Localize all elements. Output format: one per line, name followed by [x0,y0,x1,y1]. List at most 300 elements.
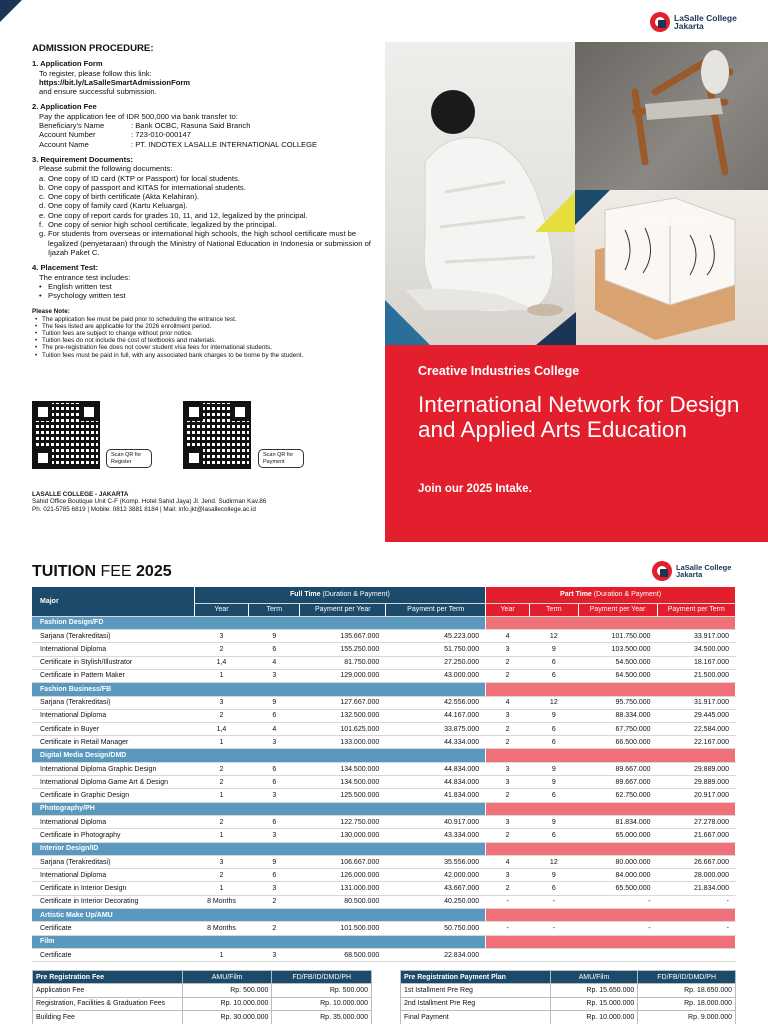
fee-cell: 64.500.000 [578,669,657,682]
note-item: • The pre-registration fee does not cover student visa fees for international students. [35,344,272,352]
fee-cell: Rp. 500.000 [182,984,272,997]
fee-cell: 1 [194,669,249,682]
fee-cell: 95.750.000 [578,696,657,709]
fee-cell: 12 [530,696,578,709]
decor-triangle [536,312,576,345]
test-item: English written test [48,281,112,291]
tuition-title: TUITION FEE 2025 [32,563,172,580]
fee-cell: 80.500.000 [300,895,386,908]
fee-cell: 40.917.000 [386,816,486,829]
fee-cell: 66.500.000 [578,736,657,749]
fee-cell: 22.834.000 [386,949,486,962]
section-application-form [32,59,377,96]
fee-cell: 155.250.000 [300,643,386,656]
table-row [32,816,736,829]
col-header: Term [530,603,578,616]
fee-cell: Rp. 30.000.000 [182,1011,272,1024]
section-title: 3. Requirement Documents: [32,154,133,164]
fee-cell: 2 [486,656,530,669]
fee-cell: 9 [249,856,300,869]
fee-cell: 4 [486,856,530,869]
section-text: Pay the application fee of IDR 500,000 via bank transfer to: [39,111,238,121]
category-name: Film [32,935,486,949]
program-name: Sarjana (Terakreditasi) [32,630,194,643]
fee-cell: 9 [249,630,300,643]
fee-cell: 106.667.000 [300,856,386,869]
fee-cell: 27.250.000 [386,656,486,669]
program-name: International Diploma [32,709,194,722]
fee-cell: 29.445.000 [657,709,735,722]
fee-cell: 84.000.000 [578,869,657,882]
fee-label: Final Payment [401,1011,551,1024]
program-name: Certificate [32,922,194,935]
fee-cell: 1 [194,829,249,842]
table-row [32,696,736,709]
program-name: Certificate in Retail Manager [32,736,194,749]
fee-cell: - [486,922,530,935]
fee-cell: 1 [194,789,249,802]
table-row [32,762,736,775]
fee-cell: 4 [486,696,530,709]
fee-cell: 1 [194,882,249,895]
section-application-fee [32,102,377,148]
register-qr-label: Scan QR for Register [106,449,152,468]
fee-cell: 2 [486,736,530,749]
col-header: Year [486,603,530,616]
fee-cell: 3 [249,736,300,749]
registration-link[interactable]: https://bit.ly/LaSalleSmartAdmissionForm [39,77,191,87]
program-name: Certificate in Interior Design [32,882,194,895]
fee-cell: Rp. 15.000.000 [550,997,638,1010]
fee-label: 1st Istallment Pre Reg [401,984,551,997]
fee-cell: 31.917.000 [657,696,735,709]
col-header: Pre Registration Fee [33,971,183,984]
fee-cell: 8 Months [194,895,249,908]
table-row [32,882,736,895]
fee-cell: 28.000.000 [657,869,735,882]
hero-banner [385,345,768,542]
fee-cell: 3 [486,762,530,775]
table-row [32,643,736,656]
brand-logo [650,12,737,32]
document-item: e. One copy of report cards for grades 10, 11, and 12, legalized by the principal. [39,210,308,220]
bank-value: : Bank OCBC, Rasuna Said Branch [131,121,251,131]
fee-cell: 4 [486,630,530,643]
bank-key: Account Number [39,130,96,140]
fee-cell: 27.278.000 [657,816,735,829]
table-row [32,630,736,643]
col-header: FD/FB/ID/DMD/PH [272,971,372,984]
fee-cell: 127.667.000 [300,696,386,709]
admission-title: ADMISSION PROCEDURE: [32,43,154,54]
contact-phone: Ph. 021-5785 6819 | Mobile. 0812 3881 8184 | Mail: info.jkt@lasallecollege.ac.id [32,505,256,513]
fee-cell: 2 [249,895,300,908]
fee-cell: 9 [530,709,578,722]
section-title: 4. Placement Test: [32,263,99,273]
fee-cell: 3 [249,789,300,802]
fee-label: Application Fee [33,984,183,997]
table-row [32,922,736,935]
fee-cell [578,949,657,962]
fee-cell: 101.750.000 [578,630,657,643]
fee-cell: 2 [194,643,249,656]
program-name: Sarjana (Terakreditasi) [32,856,194,869]
fee-cell: 6 [249,643,300,656]
bank-key: Beneficiary's Name [39,121,105,131]
fee-cell: 43.667.000 [386,882,486,895]
fee-cell: - [657,895,735,908]
major-header: Major [32,587,194,616]
table-row [32,669,736,682]
section-text: and ensure successful submission. [39,87,157,97]
fee-cell: 6 [530,736,578,749]
col-header: Pre Registration Payment Plan [401,971,551,984]
payment-plan-table [400,970,736,1024]
fee-cell: 44.834.000 [386,762,486,775]
fee-cell: 3 [249,949,300,962]
fee-cell: 6 [530,789,578,802]
note-item: • The fees listed are applicable for the 2026 enrollment period. [35,322,212,330]
fee-cell: 21.667.000 [657,829,735,842]
section-placement-test: 4. Placement Test: The entrance test includes: • English written test • Psychology written test [32,263,377,300]
note-title: Please Note: [32,308,70,316]
fee-cell: 2 [486,723,530,736]
fee-cell: 1 [194,736,249,749]
fee-cell: 6 [249,762,300,775]
fee-cell: - [578,895,657,908]
fee-cell: 21.500.000 [657,669,735,682]
payment-qr-label: Scan QR for Payment [258,449,304,468]
fee-cell: 6 [530,882,578,895]
fee-cell: 44.834.000 [386,776,486,789]
col-header: Payment per Year [300,603,386,616]
fee-cell: 2 [486,669,530,682]
fee-cell: 2 [249,922,300,935]
fee-cell: 42.556.000 [386,696,486,709]
program-name: Certificate in Pattern Maker [32,669,194,682]
hero-headline: International Network for Design and Applied Arts Education [418,392,740,442]
fee-cell: 129.000.000 [300,669,386,682]
fee-cell: 40.250.000 [386,895,486,908]
fee-cell: 132.500.000 [300,709,386,722]
col-header: Term [249,603,300,616]
section-requirement-documents [32,155,377,257]
hero-kicker: Creative Industries College [418,364,580,378]
section-text: The entrance test includes: [39,272,131,282]
fee-cell: 26.667.000 [657,856,735,869]
fee-label: Building Fee [33,1011,183,1024]
fee-cell: 68.500.000 [300,949,386,962]
fee-cell: 2 [194,762,249,775]
fee-cell: 33.917.000 [657,630,735,643]
hero-collage [385,42,768,542]
fee-cell: 88.334.000 [578,709,657,722]
category-row [32,683,736,697]
table-row [401,1011,736,1024]
fee-cell: 9 [530,762,578,775]
fee-cell [657,949,735,962]
fee-cell: 2 [486,829,530,842]
fee-label: Registration, Facilities & Graduation Fees [33,997,183,1010]
program-name: Certificate in Photography [32,829,194,842]
table-row [32,949,736,962]
fee-cell: 33.875.000 [386,723,486,736]
section-text: Please submit the following documents: [39,164,173,174]
table-header-row [33,971,372,984]
fee-cell: 62.750.000 [578,789,657,802]
logo-mark-icon [652,561,672,581]
fee-cell: 3 [486,643,530,656]
fee-cell: 50.750.000 [386,922,486,935]
fee-cell: Rp. 9.000.000 [638,1011,736,1024]
fee-cell: 65.000.000 [578,829,657,842]
col-header: Year [194,603,249,616]
fee-cell: 45.223.000 [386,630,486,643]
table-row [32,656,736,669]
brand-logo-small: LaSalle College Jakarta [652,561,731,581]
fee-cell: 22.584.000 [657,723,735,736]
fee-cell: 6 [249,816,300,829]
table-row [32,829,736,842]
fee-cell: 9 [530,776,578,789]
table-row [32,736,736,749]
fee-cell: 41.834.000 [386,789,486,802]
note-item: • Tuition fees must be paid in full, with any associated bank charges to be borne by the student. [35,351,304,359]
bank-value: : 723-010-000147 [131,130,191,140]
category-name: Fashion Design/FD [32,616,486,630]
fee-cell: Rp. 500.000 [272,984,372,997]
document-item: f. One copy of senior high school certificate, legalized by the principal. [39,220,277,230]
fee-cell: 9 [530,643,578,656]
tuition-table [32,587,736,962]
admission-section [32,44,377,359]
category-row [32,908,736,922]
col-header: Payment per Year [578,603,657,616]
test-item: Psychology written test [48,291,126,301]
program-name: International Diploma Graphic Design [32,762,194,775]
fee-cell: 101.500.000 [300,922,386,935]
fee-cell: 6 [530,656,578,669]
program-name: Sarjana (Terakreditasi) [32,696,194,709]
fee-cell: Rp. 10.000.000 [550,1011,638,1024]
fee-cell: 1 [194,949,249,962]
fee-cell: 2 [194,869,249,882]
table-row [32,723,736,736]
fee-cell: 43.000.000 [386,669,486,682]
brand-line2: Jakarta [674,21,704,31]
fee-cell: 44.334.000 [386,736,486,749]
fee-cell: 2 [194,776,249,789]
fee-cell: 9 [249,696,300,709]
category-name: Fashion Business/FB [32,683,486,697]
fee-cell: 6 [249,869,300,882]
fee-cell: 3 [486,869,530,882]
table-row [32,776,736,789]
fee-cell: 122.750.000 [300,816,386,829]
fee-cell: 2 [486,882,530,895]
section-title: 2. Application Fee [32,102,97,112]
qr-codes [32,401,362,473]
table-row [401,997,736,1010]
fee-cell: 3 [486,709,530,722]
program-name: International Diploma [32,869,194,882]
fee-cell: 103.500.000 [578,643,657,656]
fee-cell: 43.334.000 [386,829,486,842]
contact-name: LASALLE COLLEGE - JAKARTA [32,491,129,498]
table-row [32,856,736,869]
fee-cell: 1,4 [194,723,249,736]
fee-cell: 35.556.000 [386,856,486,869]
fee-cell: 3 [249,829,300,842]
fee-cell: 131.000.000 [300,882,386,895]
fee-cell: 51.750.000 [386,643,486,656]
document-item: b. One copy of passport and KITAS for international students. [39,182,246,192]
fee-cell: 134.500.000 [300,776,386,789]
chair-photo [575,42,768,190]
col-header: AMU/Film [550,971,638,984]
fee-cell: 8 Months [194,922,249,935]
fee-cell: 6 [530,723,578,736]
fee-cell: 3 [194,630,249,643]
fee-cell: 3 [486,776,530,789]
fee-cell: 54.500.000 [578,656,657,669]
program-name: International Diploma Game Art & Design [32,776,194,789]
fee-cell: 29.889.000 [657,762,735,775]
fee-cell: 81.750.000 [300,656,386,669]
fee-cell: 101.625.000 [300,723,386,736]
fee-cell: 67.750.000 [578,723,657,736]
contact-address: Sahid Office Boutique Unit C-F (Komp. Hotel Sahid Jaya) Jl. Jend. Sudirman Kav.86 [32,498,267,506]
fee-cell: 126.000.000 [300,869,386,882]
program-name: Certificate in Stylish/Illustrator [32,656,194,669]
fee-cell: 3 [486,816,530,829]
fee-cell: 134.500.000 [300,762,386,775]
fee-cell: 12 [530,630,578,643]
fee-cell: 29.889.000 [657,776,735,789]
col-header: AMU/Film [182,971,272,984]
category-row [32,802,736,816]
fee-cell: 3 [249,882,300,895]
table-row [32,895,736,908]
part-time-header: Part Time (Duration & Payment) [486,587,736,603]
table-row [32,709,736,722]
program-name: Certificate in Buyer [32,723,194,736]
document-item: c. One copy of birth certificate (Akta Kelahiran). [39,192,200,202]
fee-cell: Rp. 10.000.000 [182,997,272,1010]
fee-cell: 6 [249,776,300,789]
category-name: Artistic Make Up/AMU [32,908,486,922]
fee-cell: 89.667.000 [578,762,657,775]
table-row [32,869,736,882]
fee-cell: 20.917.000 [657,789,735,802]
fee-cell: 1,4 [194,656,249,669]
fee-cell: 2 [194,816,249,829]
decor-triangle [575,190,610,225]
fee-label: 2nd Istallment Pre Reg [401,997,551,1010]
category-name: Interior Design/ID [32,842,486,856]
document-item: g. For students from overseas or international high schools, the high school certificate must be legalized (penyetaraan) through the Ministry of National Education in Indonesia or submission of Ijazah Paket C. [39,229,371,257]
program-name: Certificate in Interior Decorating [32,895,194,908]
corner-decoration [0,0,22,22]
bank-key: Account Name [39,139,89,149]
table-row [33,984,372,997]
full-time-header: Full Time (Duration & Payment) [194,587,485,603]
fee-cell: 44.167.000 [386,709,486,722]
category-name: Photography/PH [32,802,486,816]
document-item: d. One copy of family card (Kartu Keluarga). [39,201,188,211]
fee-cell: Rp. 10.000.000 [272,997,372,1010]
register-qr-code[interactable] [32,401,100,469]
section-title: 1. Application Form [32,59,103,69]
fee-cell: 6 [530,829,578,842]
fee-cell: 81.834.000 [578,816,657,829]
category-name: Digital Media Design/DMD [32,749,486,763]
fee-cell: - [530,895,578,908]
fee-cell: 12 [530,856,578,869]
program-name: Certificate [32,949,194,962]
bank-value: : PT. INDOTEX LASALLE INTERNATIONAL COLLEGE [131,139,318,149]
decor-triangle [535,192,575,232]
category-row [32,749,736,763]
fee-cell: 22.167.000 [657,736,735,749]
category-row [32,616,736,630]
fee-cell: 80.000.000 [578,856,657,869]
col-header: Payment per Term [386,603,486,616]
fee-cell: Rp. 35.000.000 [272,1011,372,1024]
note-item: • Tuition fees do not include the cost of textbooks and materials. [35,337,217,345]
hero-cta: Join our 2025 Intake. [418,483,532,495]
payment-qr-code[interactable] [183,401,251,469]
table-header-row [401,971,736,984]
fee-cell: - [657,922,735,935]
table-row [401,984,736,997]
pre-registration-fee-table [32,970,372,1024]
category-row [32,842,736,856]
fee-cell: 135.667.000 [300,630,386,643]
fee-cell: 9 [530,816,578,829]
note-item: • Tuition fees are subject to change without prior notice. [35,330,193,338]
fee-cell: 6 [530,669,578,682]
fee-cell: 42.000.000 [386,869,486,882]
fee-cell: 21.834.000 [657,882,735,895]
program-name: International Diploma [32,816,194,829]
fee-cell: Rp. 18.650.000 [638,984,736,997]
fee-cell [486,949,530,962]
fee-cell: 3 [194,696,249,709]
program-name: International Diploma [32,643,194,656]
fee-cell: 3 [194,856,249,869]
decor-triangle [385,300,430,345]
contact-info [32,491,372,513]
fee-cell: - [578,922,657,935]
fee-cell [530,949,578,962]
fee-cell: 3 [249,669,300,682]
fee-cell: 4 [249,656,300,669]
table-row [33,997,372,1010]
fee-cell: 2 [486,789,530,802]
fee-cell: 18.167.000 [657,656,735,669]
fee-cell: 6 [249,709,300,722]
document-item: a. One copy of ID card (KTP or Passport) for local students. [39,173,240,183]
program-name: Certificate in Graphic Design [32,789,194,802]
fee-cell: 34.500.000 [657,643,735,656]
brand-line1: LaSalle College [674,12,737,23]
fee-cell: 89.667.000 [578,776,657,789]
section-text: To register, please follow this link: [39,68,152,78]
fee-cell: 125.500.000 [300,789,386,802]
fee-cell: 65.500.000 [578,882,657,895]
fee-cell: 2 [194,709,249,722]
